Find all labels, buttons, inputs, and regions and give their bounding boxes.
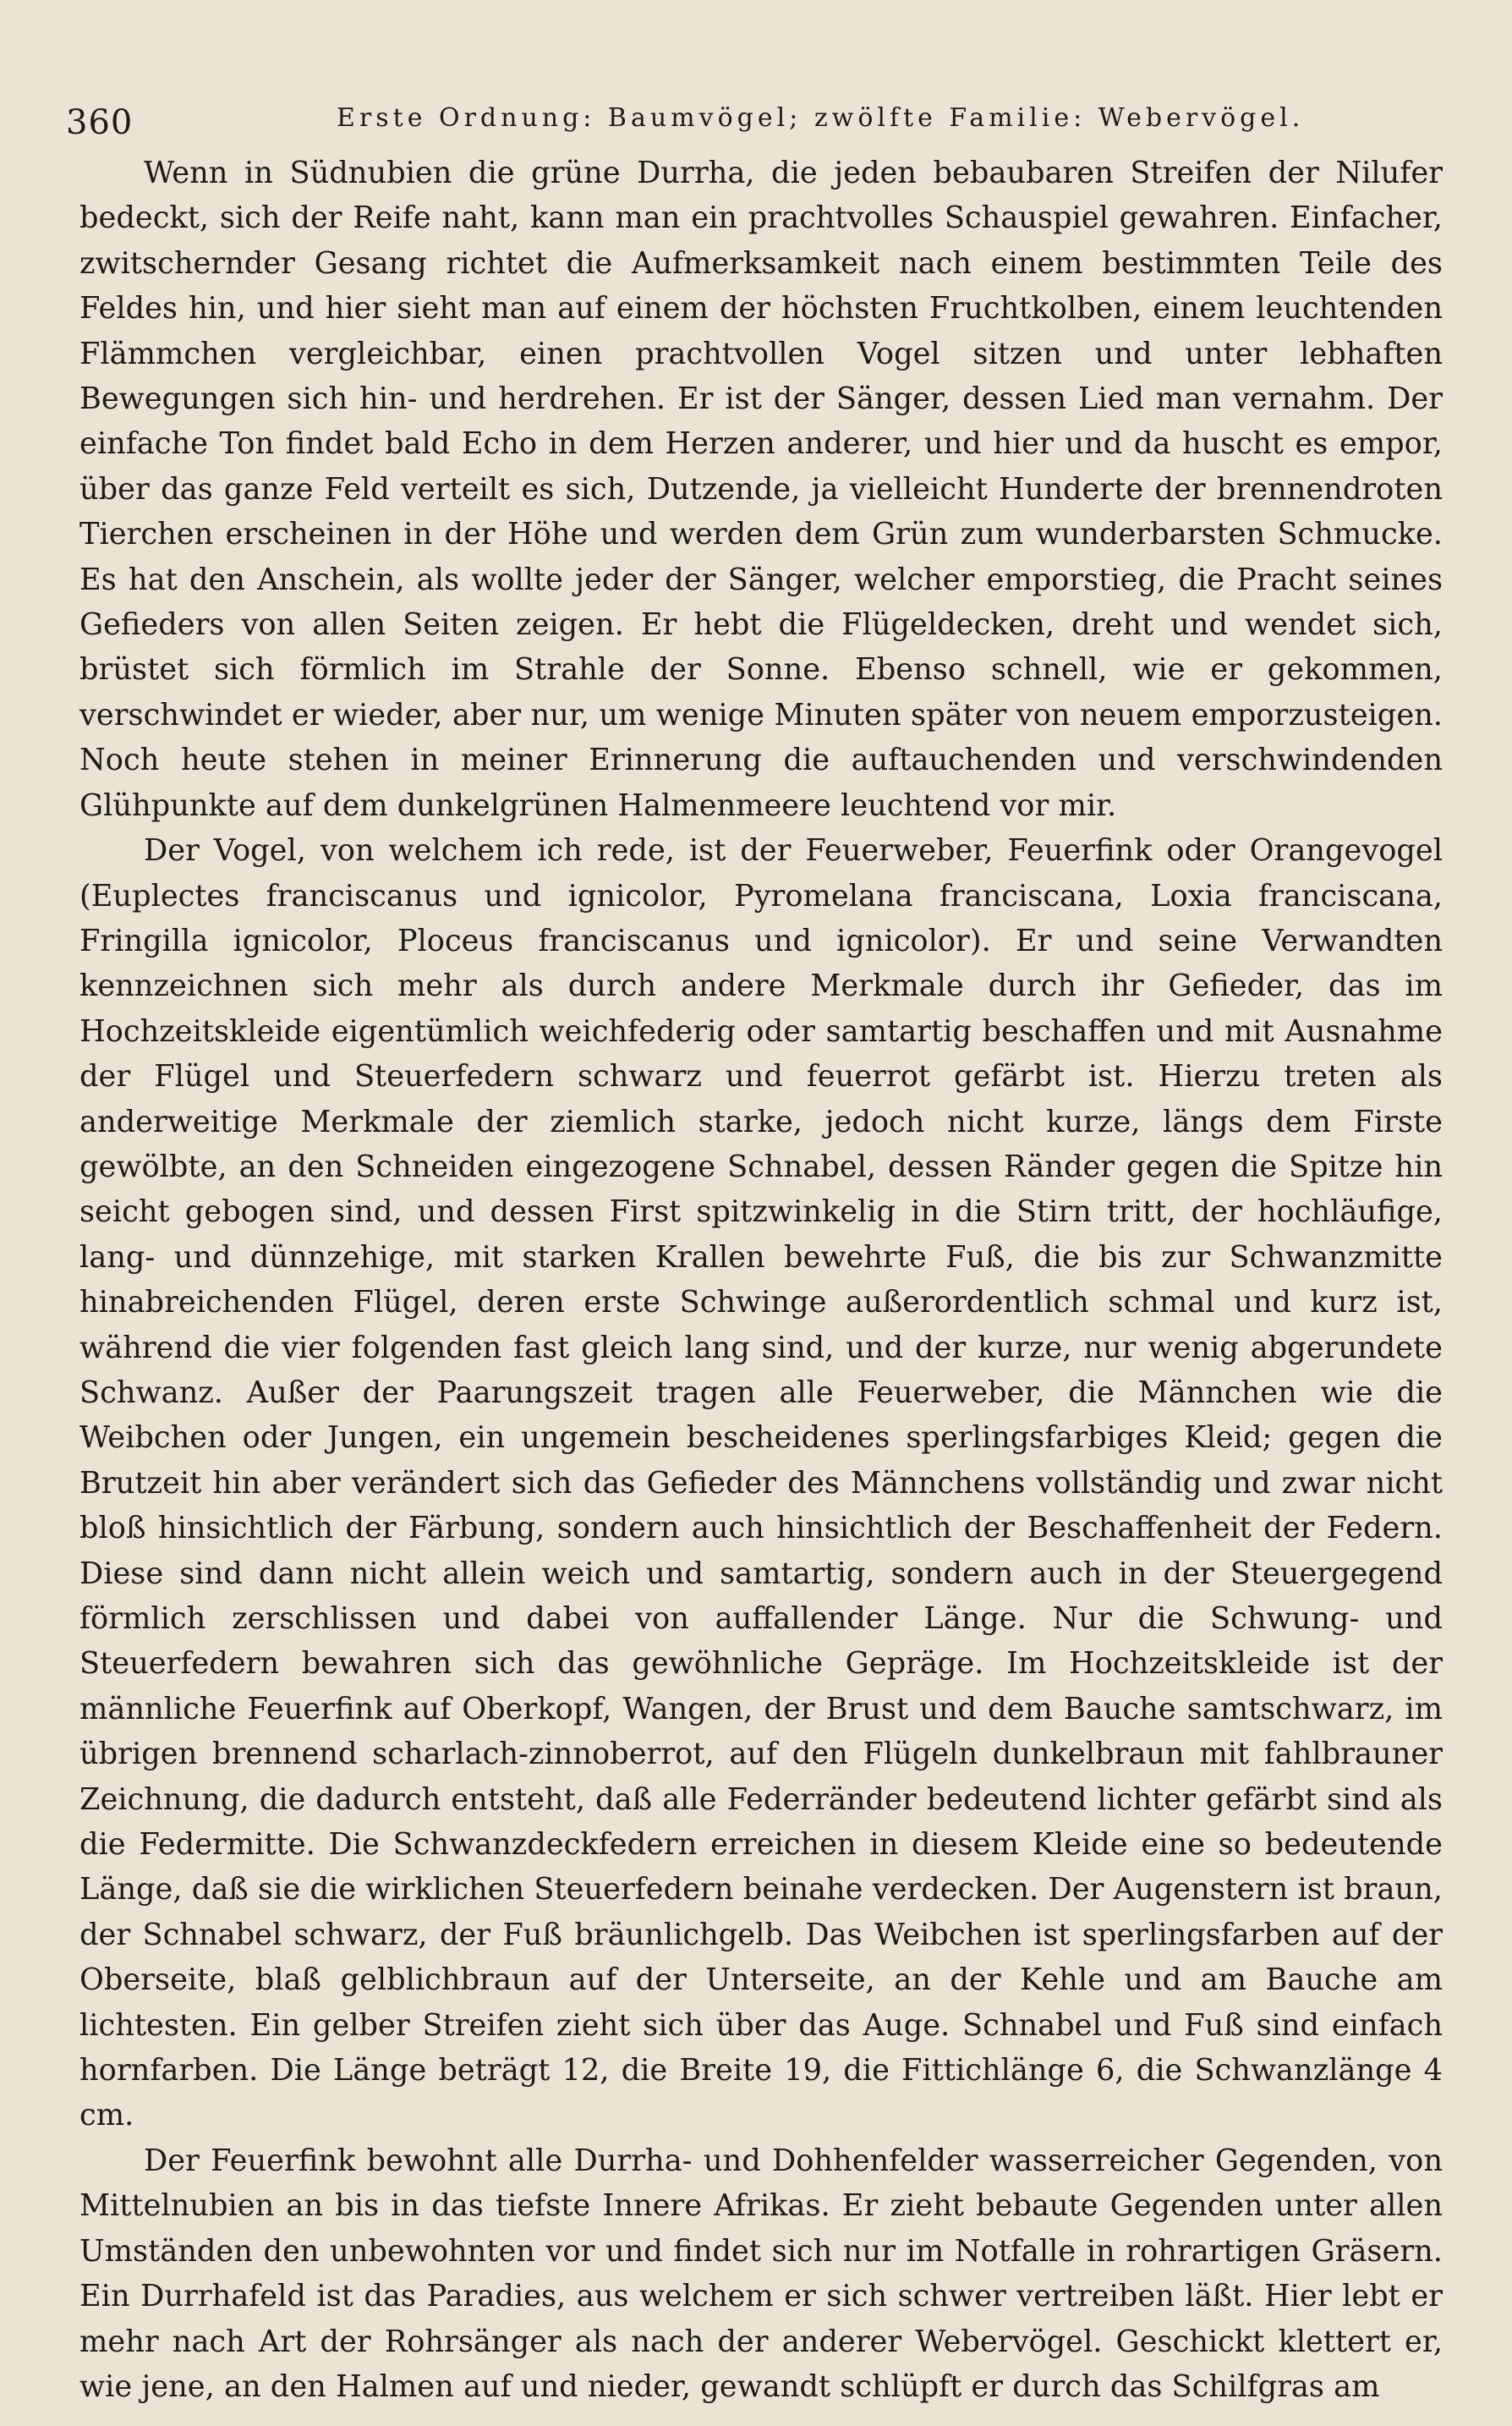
paragraph-2: Der Vogel, von welchem ich rede, ist der Feuerweber, Feuerfink oder Orangevogel (Euplectes franciscanus und ignicolor, Pyromelana franciscana, Loxia franciscana, Fringilla ignicolor, Ploceus franciscanus und ignicolor). Er und seine Verwandten kennzeichnen sich mehr als durch andere Merkmale durch ihr Gefieder, das im Hochzeitskleide eigentümlich weichfederig oder samtartig beschaffen und mit Ausnahme der Flügel und Steuerfedern schwarz und feuerrot gefärbt ist. Hierzu treten als anderweitige Merkmale der ziemlich starke, jedoch nicht kurze, längs dem Firste gewölbte, an den Schneiden eingezogene Schnabel, dessen Ränder gegen die Spitze hin seicht gebogen sind, und dessen First spitzwinkelig in die Stirn tritt, der hochläufige, lang- und dünnzehige, mit starken Krallen bewehrte Fuß, die bis zur Schwanzmitte hinabreichenden Flügel, deren erste Schwinge außerordentlich schmal und kurz ist, während die vier folgenden fast gleich lang sind, und der kurze, nur wenig abgerundete Schwanz. Außer der Paarungszeit tragen alle Feuerweber, die Männchen wie die Weibchen oder Jungen, ein ungemein bescheidenes sperlingsfarbiges Kleid; gegen die Brutzeit hin aber verändert sich das Gefieder des Männchens vollständig und zwar nicht bloß hinsichtlich der Färbung, sondern auch hinsichtlich der Beschaffenheit der Federn. Diese sind dann nicht allein weich und samtartig, sondern auch in der Steuergegend förmlich zerschlissen und dabei von auffallender Länge. Nur die Schwung- und Steuerfedern bewahren sich das gewöhnliche Gepräge. Im Hochzeitskleide ist der männliche Feuerfink auf Oberkopf, Wangen, der Brust und dem Bauche samtschwarz, im übrigen brennend scharlach-zinnoberrot, auf den Flügeln dunkelbraun mit fahlbrauner Zeichnung, die dadurch entsteht, daß alle Federränder bedeutend lichter gefärbt sind als die Federmitte. Die Schwanzdeckfedern erreichen in diesem Kleide eine so bedeutende Länge, daß sie die wirklichen Steuerfedern beinahe verdecken. Der Augenstern ist braun, der Schnabel schwarz, der Fuß bräunlichgelb. Das Weibchen ist sperlingsfarben auf der Oberseite, blaß gelblichbraun auf der Unterseite, an der Kehle und am Bauche am lichtesten. Ein gelber Streifen zieht sich über das Auge. Schnabel und Fuß sind einfach hornfarben. Die Länge beträgt 12, die Breite 19, die Fittichlänge 6, die Schwanzlänge 4 cm. xyxy=(79,833,1443,2133)
paragraph-1: Wenn in Südnubien die grüne Durrha, die jeden bebaubaren Streifen der Nilufer bedeckt, sich der Reife naht, kann man ein prachtvolles Schauspiel gewahren. Einfacher, zwitschernder Gesang richtet die Aufmerksamkeit nach einem bestimmten Teile des Feldes hin, und hier sieht man auf einem der höchsten Fruchtkolben, einem leuchtenden Flämmchen vergleichbar, einen prachtvollen Vogel sitzen und unter lebhaften Bewegungen sich hin- und herdrehen. Er ist der Sänger, dessen Lied man vernahm. Der einfache Ton findet bald Echo in dem Herzen anderer, und hier und da huscht es empor, über das ganze Feld verteilt es sich, Dutzende, ja vielleicht Hunderte der brennendroten Tierchen erscheinen in der Höhe und werden dem Grün zum wunderbarsten Schmucke. Es hat den Anschein, als wollte jeder der Sänger, welcher emporstieg, die Pracht seines Gefieders von allen Seiten zeigen. Er hebt die Flügeldecken, dreht und wendet sich, brüstet sich förmlich im Strahle der Sonne. Ebenso schnell, wie er gekommen, verschwindet er wieder, aber nur, um wenige Minuten später von neuem emporzusteigen. Noch heute stehen in meiner Erinnerung die auftauchenden und verschwindenden Glühpunkte auf dem dunkelgrünen Halmenmeere leuchtend vor mir. xyxy=(79,156,1443,823)
body-text xyxy=(79,151,1443,2409)
running-head: Erste Ordnung: Baumvögel; zwölfte Familie: Webervögel. xyxy=(337,103,1305,133)
page-header xyxy=(66,95,1444,145)
page-number: 360 xyxy=(66,103,134,142)
paragraph-3: Der Feuerfink bewohnt alle Durrha- und Dohhenfelder wasserreicher Gegenden, von Mittelnubien an bis in das tiefste Innere Afrikas. Er zieht bebaute Gegenden unter allen Umständen den unbewohnten vor und findet sich nur im Notfalle in rohrartigen Gräsern. Ein Durrhafeld ist das Paradies, aus welchem er sich schwer vertreiben läßt. Hier lebt er mehr nach Art der Rohrsänger als nach der anderer Webervögel. Geschickt klettert er, wie jene, an den Halmen auf und nieder, gewandt schlüpft er durch das Schilfgras am xyxy=(79,2143,1443,2404)
